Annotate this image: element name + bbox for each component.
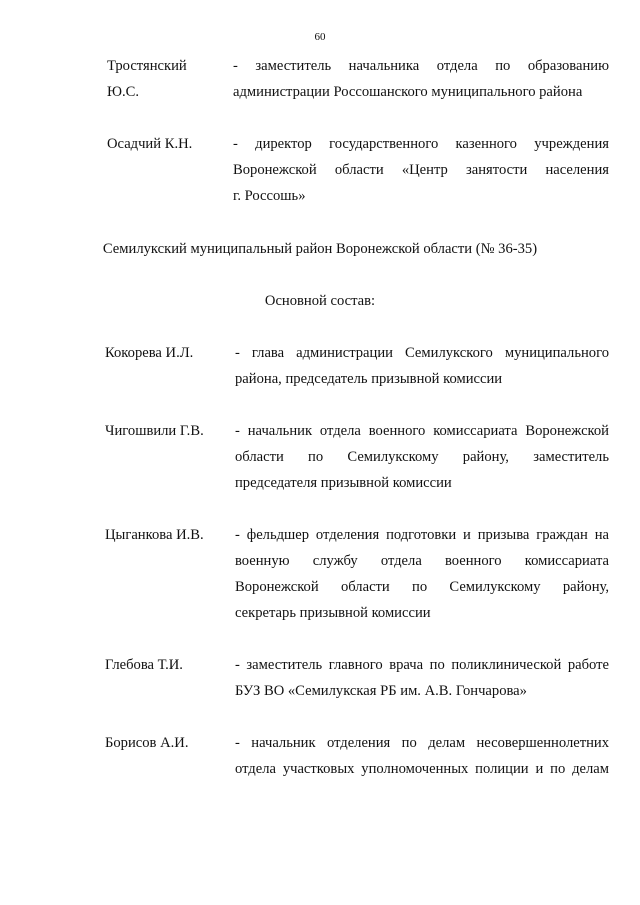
district-heading: Семилукский муниципальный район Воронежской области (№ 36-35): [102, 241, 538, 257]
person-role: - начальник отдела военного комиссариата Воронежской области по Семилукскому району, заместитель председателя призывной комиссии: [235, 423, 609, 491]
person-name: Борисов А.И.: [105, 735, 189, 751]
page-number: 60: [314, 31, 326, 43]
person-role: - заместитель главного врача по поликлинической работе БУЗ ВО «Семилукская РБ им. А.В. Гончарова»: [235, 657, 609, 699]
person-role: - глава администрации Семилукского муниципального района, председатель призывной комиссии: [235, 345, 609, 387]
person-role: - заместитель начальника отдела по образованию администрации Россошанского муниципального района: [233, 58, 609, 100]
person-name: Глебова Т.И.: [105, 657, 183, 673]
person-name: Чигошвили Г.В.: [105, 423, 204, 439]
member-borisov: [105, 730, 609, 782]
person-name: Кокорева И.Л.: [105, 345, 194, 361]
composition-heading: Основной состав:: [264, 293, 376, 309]
member-chigoshvili: [105, 418, 609, 496]
member-tsygankova: [105, 522, 609, 626]
person-role: - фельдшер отделения подготовки и призыва граждан на военную службу отдела военного комиссариата Воронежской области по Семилукскому району, секретарь призывной комиссии: [235, 527, 609, 621]
person-name: Осадчий К.Н.: [107, 136, 193, 152]
person-role: - директор государственного казенного учреждения Воронежской области «Центр занятости населения г. Россошь»: [233, 136, 609, 204]
person-name: Цыганкова И.В.: [105, 527, 204, 543]
top-entry-trostyansky: [107, 53, 609, 105]
person-role: - начальник отделения по делам несовершеннолетних отдела участковых уполномоченных полиции и по делам: [235, 735, 609, 777]
member-kokoreva: [105, 340, 609, 392]
top-entry-osadchy: [107, 131, 609, 209]
person-name: Тростянский Ю.С.: [107, 58, 187, 100]
member-glebova: [105, 652, 609, 704]
